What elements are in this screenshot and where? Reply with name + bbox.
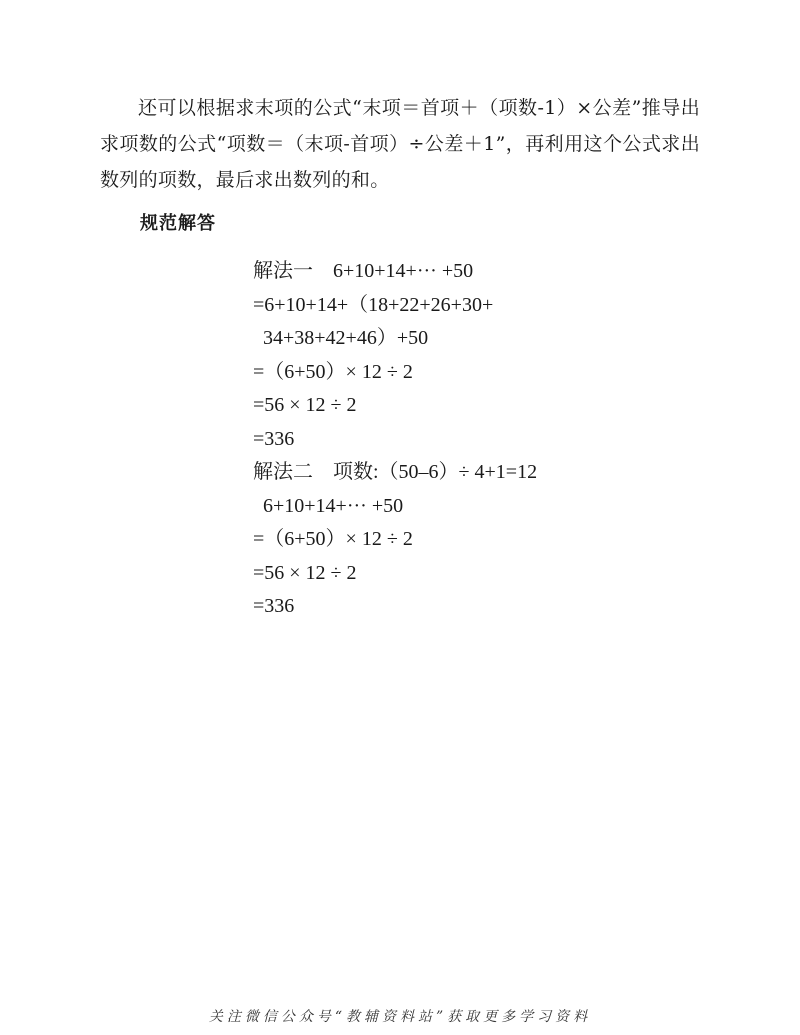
solution-line: 解法二 项数:（50–6）÷ 4+1=12 xyxy=(253,461,538,483)
intro-block xyxy=(100,90,700,198)
solution-line: =56 × 12 ÷ 2 xyxy=(253,394,357,416)
solution-line: =（6+50）× 12 ÷ 2 xyxy=(253,528,413,550)
solution-line: 34+38+42+46）+50 xyxy=(263,327,429,349)
solution-line: 6+10+14+··· +50 xyxy=(263,494,404,517)
footer-watermark: 关注微信公众号“教辅资料站”获取更多学习资料 xyxy=(208,1009,592,1025)
solution-line: =336 xyxy=(253,427,295,450)
solution-line: =336 xyxy=(253,595,295,617)
solution-line: =56 × 12 ÷ 2 xyxy=(253,561,357,584)
solution-line: =6+10+14+（18+22+26+30+ xyxy=(253,293,494,316)
solution-line: 解法一 6+10+14+··· +50 xyxy=(253,260,474,282)
section-heading: 规范解答 xyxy=(140,213,216,234)
intro-paragraph: 还可以根据求末项的公式“末项＝首项＋（项数-1）×公差”推导出求项数的公式“项数＝（末项-首项）÷公差＋1”，再利用这个公式求出数列的项数，最后求出数列的和。 xyxy=(100,97,700,191)
solution-line: =（6+50）× 12 ÷ 2 xyxy=(253,360,413,383)
solution-block xyxy=(253,255,633,624)
